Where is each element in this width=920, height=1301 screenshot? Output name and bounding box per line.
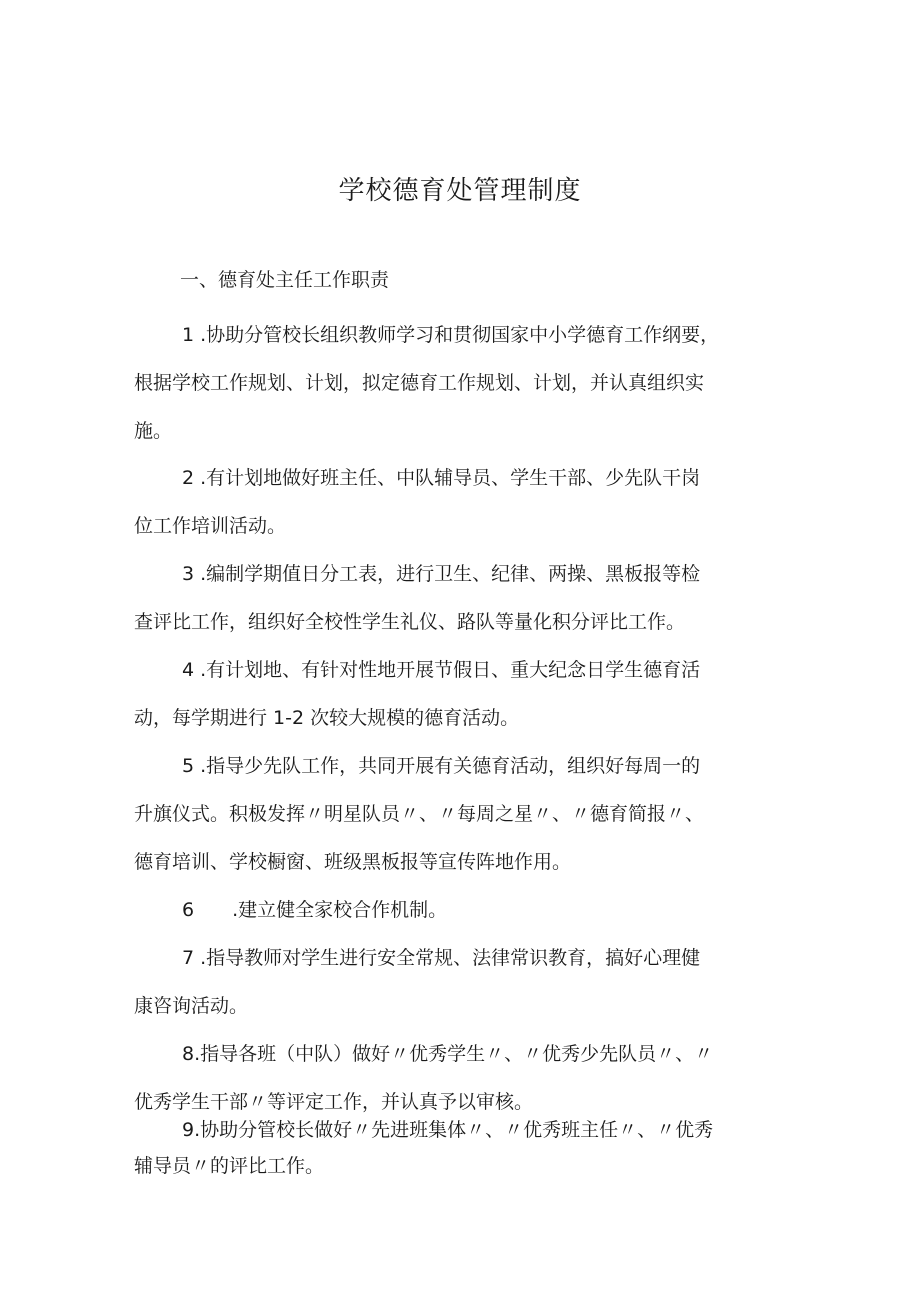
item-line: 辅导员〃的评比工作。 bbox=[134, 1155, 325, 1177]
list-item bbox=[134, 886, 794, 934]
item-line: 1 .协助分管校长组织教师学习和贯彻国家中小学德育工作纲要， bbox=[134, 311, 794, 359]
item-line: 5 .指导少先队工作，共同开展有关德育活动，组织好每周一的 bbox=[134, 742, 794, 790]
item-line: 8.指导各班（中队）做好〃优秀学生〃、〃优秀少先队员〃、〃 bbox=[134, 1030, 794, 1078]
list-item bbox=[134, 311, 794, 455]
item-line: 动，每学期进行 1-2 次较大规模的德育活动。 bbox=[134, 707, 520, 729]
list-item bbox=[134, 742, 794, 886]
item-number: 3 bbox=[182, 563, 195, 585]
page-title: 学校德育处管理制度 bbox=[338, 176, 582, 206]
item-number: 5 bbox=[182, 755, 195, 777]
item-line: 6 .建立健全家校合作机制。 bbox=[134, 886, 794, 934]
list-item bbox=[134, 550, 794, 646]
list-item bbox=[134, 454, 794, 550]
item-line: 德育培训、学校橱窗、班级黑板报等宣传阵地作用。 bbox=[134, 851, 572, 873]
item-line: 升旗仪式。积极发挥〃明星队员〃、〃每周之星〃、〃德育简报〃、 bbox=[134, 803, 705, 825]
item-line: 康咨询活动。 bbox=[134, 995, 249, 1017]
item-line: 2 .有计划地做好班主任、中队辅导员、学生干部、少先队干岗 bbox=[134, 454, 794, 502]
item-number: 4 bbox=[182, 659, 195, 681]
item-line: 位工作培训活动。 bbox=[134, 515, 287, 537]
section-heading: 一、德育处主任工作职责 bbox=[180, 269, 390, 291]
item-number: 1 bbox=[182, 324, 195, 346]
item-number: 2 bbox=[182, 467, 195, 489]
item-number: 6 bbox=[182, 899, 195, 921]
item-line: 7 .指导教师对学生进行安全常规、法律常识教育，搞好心理健 bbox=[134, 934, 794, 982]
item-line: 施。 bbox=[134, 420, 173, 442]
item-number: 8 bbox=[182, 1043, 195, 1065]
item-line: 查评比工作，组织好全校性学生礼仪、路队等量化积分评比工作。 bbox=[134, 611, 686, 633]
list-item bbox=[134, 934, 794, 1030]
item-line: 4 .有计划地、有针对性地开展节假日、重大纪念日学生德育活 bbox=[134, 646, 794, 694]
item-line: 9.协助分管校长做好〃先进班集体〃、〃优秀班主任〃、〃优秀 bbox=[134, 1112, 794, 1148]
list-item bbox=[134, 646, 794, 742]
item-number: 9 bbox=[182, 1119, 195, 1141]
item-line: 3 .编制学期值日分工表，进行卫生、纪律、两操、黑板报等检 bbox=[134, 550, 794, 598]
item-line: 优秀学生干部〃等评定工作，并认真予以审核。 bbox=[134, 1091, 534, 1113]
item-line: 根据学校工作规划、计划，拟定德育工作规划、计划，并认真组织实 bbox=[134, 372, 705, 394]
list-item bbox=[134, 1112, 794, 1184]
item-number: 7 bbox=[182, 947, 195, 969]
